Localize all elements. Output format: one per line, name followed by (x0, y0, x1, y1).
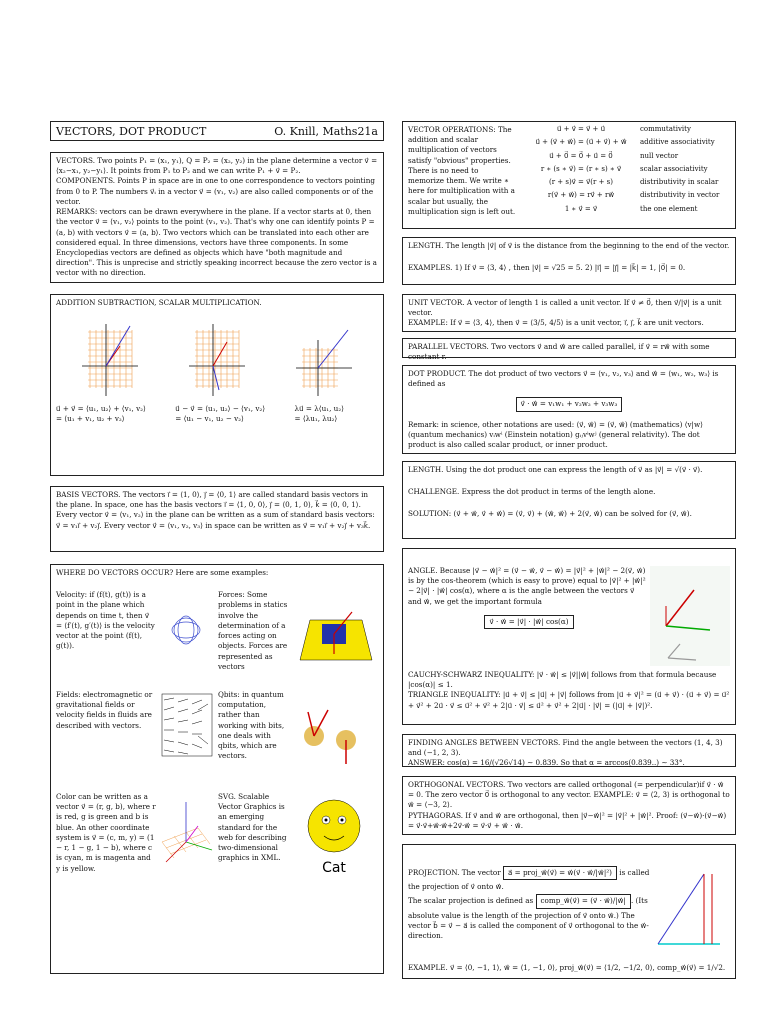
scalar-projection-post: . (Its absolute value is the length of the projection of v⃗ onto w⃗.) The vector b⃗ = v⃗ − a⃗ is called the component of v⃗ orthogonal to the w⃗-direction. (408, 896, 649, 941)
where-section (50, 564, 384, 974)
scalar-projection-pre: The scalar projection is defined as (408, 896, 534, 906)
angle-section (402, 548, 736, 725)
where-heading: WHERE DO VECTORS OCCUR? Here are some examples: (56, 568, 269, 577)
operation-formula: u⃗ + v⃗ = v⃗ + u⃗ (556, 125, 606, 133)
examples-row-3 (56, 792, 378, 882)
operation-formula: r ∗ (s ∗ v⃗) = (r ∗ s) ∗ v⃗ (540, 164, 622, 173)
operation-formula: r(v⃗ + w⃗) = rv⃗ + rw⃗ (547, 191, 615, 200)
scalar-formula-2: = ⟨λu₁, λu₂⟩ (294, 414, 338, 424)
dot-product-section (402, 365, 736, 454)
parallel-section (402, 338, 736, 362)
color-figure (158, 792, 216, 882)
unit-vector-definition: UNIT VECTOR. A vector of length 1 is called a unit vector. If v⃗ ≠ 0⃗, then v⃗/|v⃗| is a unit vector. (408, 298, 722, 318)
operation-formula: (r + s)v⃗ = v⃗(r + s) (548, 178, 614, 187)
challenge: CHALLENGE. Express the dot product in terms of the length alone. (408, 487, 656, 497)
author: O. Knill, Maths21a (274, 125, 378, 138)
projection-pre: PROJECTION. The vector (408, 868, 501, 877)
vector-field-figure (158, 690, 216, 760)
finding-angles-answer: ANSWER: cos(α) = 16/(√26√14) ∼ 0.839. So that α = arccos(0.839..) ∼ 33°. (408, 758, 685, 768)
subtraction-figure (187, 320, 247, 400)
velocity-text: Velocity: if (f(t), g(t)) is a point in the plane which depends on time t, then v⃗ = ⟨f′(t), g′(t)⟩ is the velocity vector at the point (f(t), g(t)). (56, 590, 155, 651)
forces-text: Forces: Some problems in statics involve the determination of a forces acting on objects. Forces are represented as vectors (218, 590, 288, 671)
vectors-section (50, 152, 384, 283)
basis-text: BASIS VECTORS. The vectors i⃗ = ⟨1, 0⟩, j⃗ = ⟨0, 1⟩ are called standard basis vectors in the plane. In space, one has the basis vectors i⃗ = ⟨1, 0, 0⟩, j⃗ = ⟨0, 1, 0⟩, k⃗ = ⟨0, 0, 1⟩. (56, 490, 369, 510)
projection-formula: a⃗ = proj_w⃗(v⃗) = w⃗(v⃗ · w⃗/|w⃗|²) (503, 866, 617, 880)
operation-name: null vector (640, 151, 679, 160)
remarks: REMARKS: vectors can be drawn everywhere in the plane. If a vector starts at 0, then the vector v⃗ = ⟨v₁, v₂⟩ points to the point (v₁, v₂). That's why one can identify points P = (a, b) with vectors v⃗ = ⟨a, b⟩. Two vectors which can be translated into each other are considered equal. In three dimensions, vectors have three components. In some Encyclopedias vectors are defined as objects which have "both magnitude and direction". This is unprecise and strictly speaking incorrect because the zero vector is a vector with no direction. (56, 207, 377, 278)
operation-name: commutativity (640, 125, 691, 133)
operation-formula: 1 ∗ v⃗ = v⃗ (564, 204, 598, 213)
length-section (402, 237, 736, 285)
operations-intro: VECTOR OPERATIONS: The addition and scalar multiplication of vectors satisfy "obvious" properties. There is no need to memorize them. We write ∗ here for multiplication with a scalar but usually, the multiplication sign is left out. (408, 125, 516, 216)
dot-product-remark: Remark: in science, other notations are used: ⟨v⃗, w⃗⟩ = (v⃗, w⃗) (mathematics) ⟨v|w⟩ (quantum mechanics) vᵢwⁱ (Einstein notation) gᵢⱼvⁱwʲ (general relativity). The dot product is also called scalar product, or inner product. (408, 419, 703, 450)
basis-text-2: Every vector v⃗ = ⟨v₁, v₂⟩ in the plane can be written as a sum of standard basis vectors: v⃗ = v₁i⃗ + v₂j⃗. Every vector v⃗ = ⟨v₁, v₂, v₃⟩ in space can be written as v⃗ = v₁i⃗ + v₂j⃗ + v₃k⃗. (56, 510, 375, 530)
parallel-definition: PARALLEL VECTORS. Two vectors v⃗ and w⃗ are called parallel, if v⃗ = rw⃗ with some constant r. (408, 342, 710, 362)
difference-formula-2: = ⟨u₁ − v₁, u₂ − v₂⟩ (175, 414, 244, 424)
projection-figure (650, 864, 730, 959)
difference-formula: u⃗ − v⃗ = ⟨u₁, u₂⟩ − ⟨v₁, v₂⟩ (175, 404, 266, 414)
orthogonal-text: ORTHOGONAL VECTORS. Two vectors are called orthogonal (= perpendicular)if v⃗ · w⃗ = 0. The zero vector 0⃗ is orthogonal to any vector. EXAMPLE: v⃗ = ⟨2, 3⟩ is orthogonal to w⃗ = ⟨−3, 2⟩. (408, 780, 730, 810)
operation-name: distributivity in scalar (640, 178, 719, 187)
basis-section (50, 486, 384, 552)
components-definition: COMPONENTS. Points P in space are in one to one correspondence to vectors pointing from 0 to P. The numbers v⃗ᵢ in a vector v⃗ = (v₁, v₂) are also called components or of the vector. (56, 176, 375, 206)
dot-product-definition: DOT PRODUCT. The dot product of two vectors v⃗ = ⟨v₁, v₂, v₃⟩ and w⃗ = ⟨w₁, w₂, w₃⟩ is defined as (408, 369, 719, 389)
length-dot-section (402, 461, 736, 539)
examples-row-1 (56, 590, 378, 672)
operation-formula: u⃗ + (v⃗ + w⃗) = (u⃗ + v⃗) + w⃗ (535, 138, 627, 147)
triangle-inequality: TRIANGLE INEQUALITY: |u⃗ + v⃗| ≤ |u⃗| + |v⃗| follows from |u⃗ + v⃗|² = (u⃗ + v⃗) · (u⃗ + v⃗) = u⃗² + v⃗² + 2u⃗ · v⃗ ≤ u⃗² + v⃗² + 2|u⃗ · v⃗| ≤ u⃗² + v⃗² + 2|u⃗| · |v⃗| = (|u⃗| + |v⃗|)². (408, 690, 730, 710)
operation-formula: u⃗ + 0⃗ = 0⃗ + u⃗ = 0⃗ (549, 151, 613, 160)
projection-post: is called the projection of v⃗ onto w⃗. (408, 868, 650, 892)
vector-operations-section (402, 121, 736, 229)
angle-formula: v⃗ · w⃗ = |v⃗| · |w⃗| cos(α) (484, 615, 573, 629)
scalar-formula: λu⃗ = λ⟨u₁, u₂⟩ (294, 404, 344, 414)
addition-heading: ADDITION SUBTRACTION, SCALAR MULTIPLICATION. (56, 298, 262, 307)
pythagoras-text: PYTHAGORAS. If v⃗ and w⃗ are orthogonal, then |v⃗−w⃗|² = |v⃗|² + |w⃗|². Proof: (v⃗−w⃗)·(v⃗−w⃗) = v⃗·v⃗+w⃗·w⃗+2v⃗·w⃗ = v⃗·v⃗ + w⃗ · w⃗. (408, 810, 727, 830)
page-title: VECTORS, DOT PRODUCT (56, 125, 207, 138)
scalar-projection-formula: comp_w⃗(v⃗) = (v⃗ · w⃗)/|w⃗| (536, 894, 631, 908)
qbits-figure (292, 690, 382, 770)
projection-section (402, 844, 736, 979)
addition-figure (80, 320, 140, 400)
scalar-figure (294, 320, 354, 400)
operation-name: additive associativity (640, 138, 715, 147)
page-header (50, 121, 384, 141)
length-examples: EXAMPLES. 1) If v⃗ = ⟨3, 4⟩ , then |v⃗| = √25 = 5. 2) |i⃗| = |j⃗| = |k⃗| = 1, |0⃗| = 0. (408, 263, 686, 273)
vectors-definition: VECTORS. Two points P₁ = (x₁, y₁), Q = P₂ = (x₂, y₂) in the plane determine a vector v⃗ = ⟨x₂−x₁, y₂−y₁⟩. It points from P₁ to P₂ and we can write P₁ + v⃗ = P₂. (56, 156, 378, 176)
addition-section (50, 294, 384, 476)
addition-figures (56, 320, 378, 400)
angle-text: ANGLE. Because |v⃗ − w⃗|² = (v⃗ − w⃗, v⃗ − w⃗) = |v⃗|² + |w⃗|² − 2(v⃗, w⃗) is by the cos-theorem (which is easy to prove) equal to |v⃗|² + |w⃗|² − 2|v⃗| · |w⃗| cos(α), where α is the angle between the vectors v⃗ and w⃗, we get the important formula (408, 566, 646, 606)
length-via-dot: LENGTH. Using the dot product one can express the length of v⃗ as |v⃗| = √(v⃗ · v⃗). (408, 465, 703, 474)
operations-table (522, 125, 740, 217)
sum-formula-2: = ⟨u₁ + v₁, u₂ + v₂⟩ (56, 414, 125, 424)
lissajous-figure (158, 590, 216, 670)
sum-formula: u⃗ + v⃗ = ⟨u₁, u₂⟩ + ⟨v₁, v₂⟩ (56, 404, 146, 414)
color-text: Color can be written as a vector v⃗ = (r, g, b), where r is red, g is green and b is blue. An other coordinate system is v⃗ = (c, m, y) = (1 − r, 1 − g, 1 − b), where c is cyan, m is magenta and y is yellow. (56, 791, 156, 873)
operation-name: the one element (640, 204, 698, 213)
forces-figure (292, 590, 382, 670)
qbits-text: Qbits: in quantum computation, rather than working with bits, one deals with qbits, which are vectors. (218, 689, 285, 761)
examples-row-2 (56, 690, 378, 770)
unit-vector-section (402, 294, 736, 332)
angle-figure (650, 566, 730, 666)
fields-text: Fields: electromagnetic or gravitational fields or velocity fields in fluids are described with vectors. (56, 689, 153, 730)
dot-product-formula: v⃗ · w⃗ = v₁w₁ + v₂w₂ + v₃w₃ (516, 397, 623, 411)
addition-formulas (56, 404, 378, 424)
svg-text: SVG. Scalable Vector Graphics is an emerging standard for the web for describing two-dimensional graphics in XML. (218, 791, 287, 863)
finding-angles-section (402, 734, 736, 767)
operation-name: scalar associativity (640, 164, 708, 173)
orthogonal-section (402, 776, 736, 835)
projection-example: EXAMPLE. v⃗ = ⟨0, −1, 1⟩, w⃗ = ⟨1, −1, 0⟩, proj_w⃗(v⃗) = ⟨1/2, −1/2, 0⟩, comp_w⃗(v⃗) = 1/√2. (408, 963, 726, 972)
cauchy-schwarz: CAUCHY-SCHWARZ INEQUALITY: |v⃗ · w⃗| ≤ |v⃗||w⃗| follows from that formula because |cos(α)| ≤ 1. (408, 670, 717, 690)
cat-label: Cat (322, 859, 346, 876)
length-definition: LENGTH. The length |v⃗| of v⃗ is the distance from the beginning to the end of the vector. (408, 241, 730, 250)
finding-angles-text: FINDING ANGLES BETWEEN VECTORS. Find the angle between the vectors (1, 4, 3) and (−1, 2, 3). (408, 738, 723, 758)
solution: SOLUTION: (v⃗ + w⃗, v⃗ + w⃗) = (v⃗, v⃗) + (w⃗, w⃗) + 2(v⃗, w⃗) can be solved for (v⃗, w⃗). (408, 509, 692, 519)
cat-figure (292, 792, 382, 882)
operation-name: distributivity in vector (640, 191, 720, 200)
unit-vector-example: EXAMPLE: If v⃗ = ⟨3, 4⟩, then v⃗ = ⟨3/5, 4/5⟩ is a unit vector, i⃗, j⃗, k⃗ are unit vectors. (408, 318, 704, 328)
